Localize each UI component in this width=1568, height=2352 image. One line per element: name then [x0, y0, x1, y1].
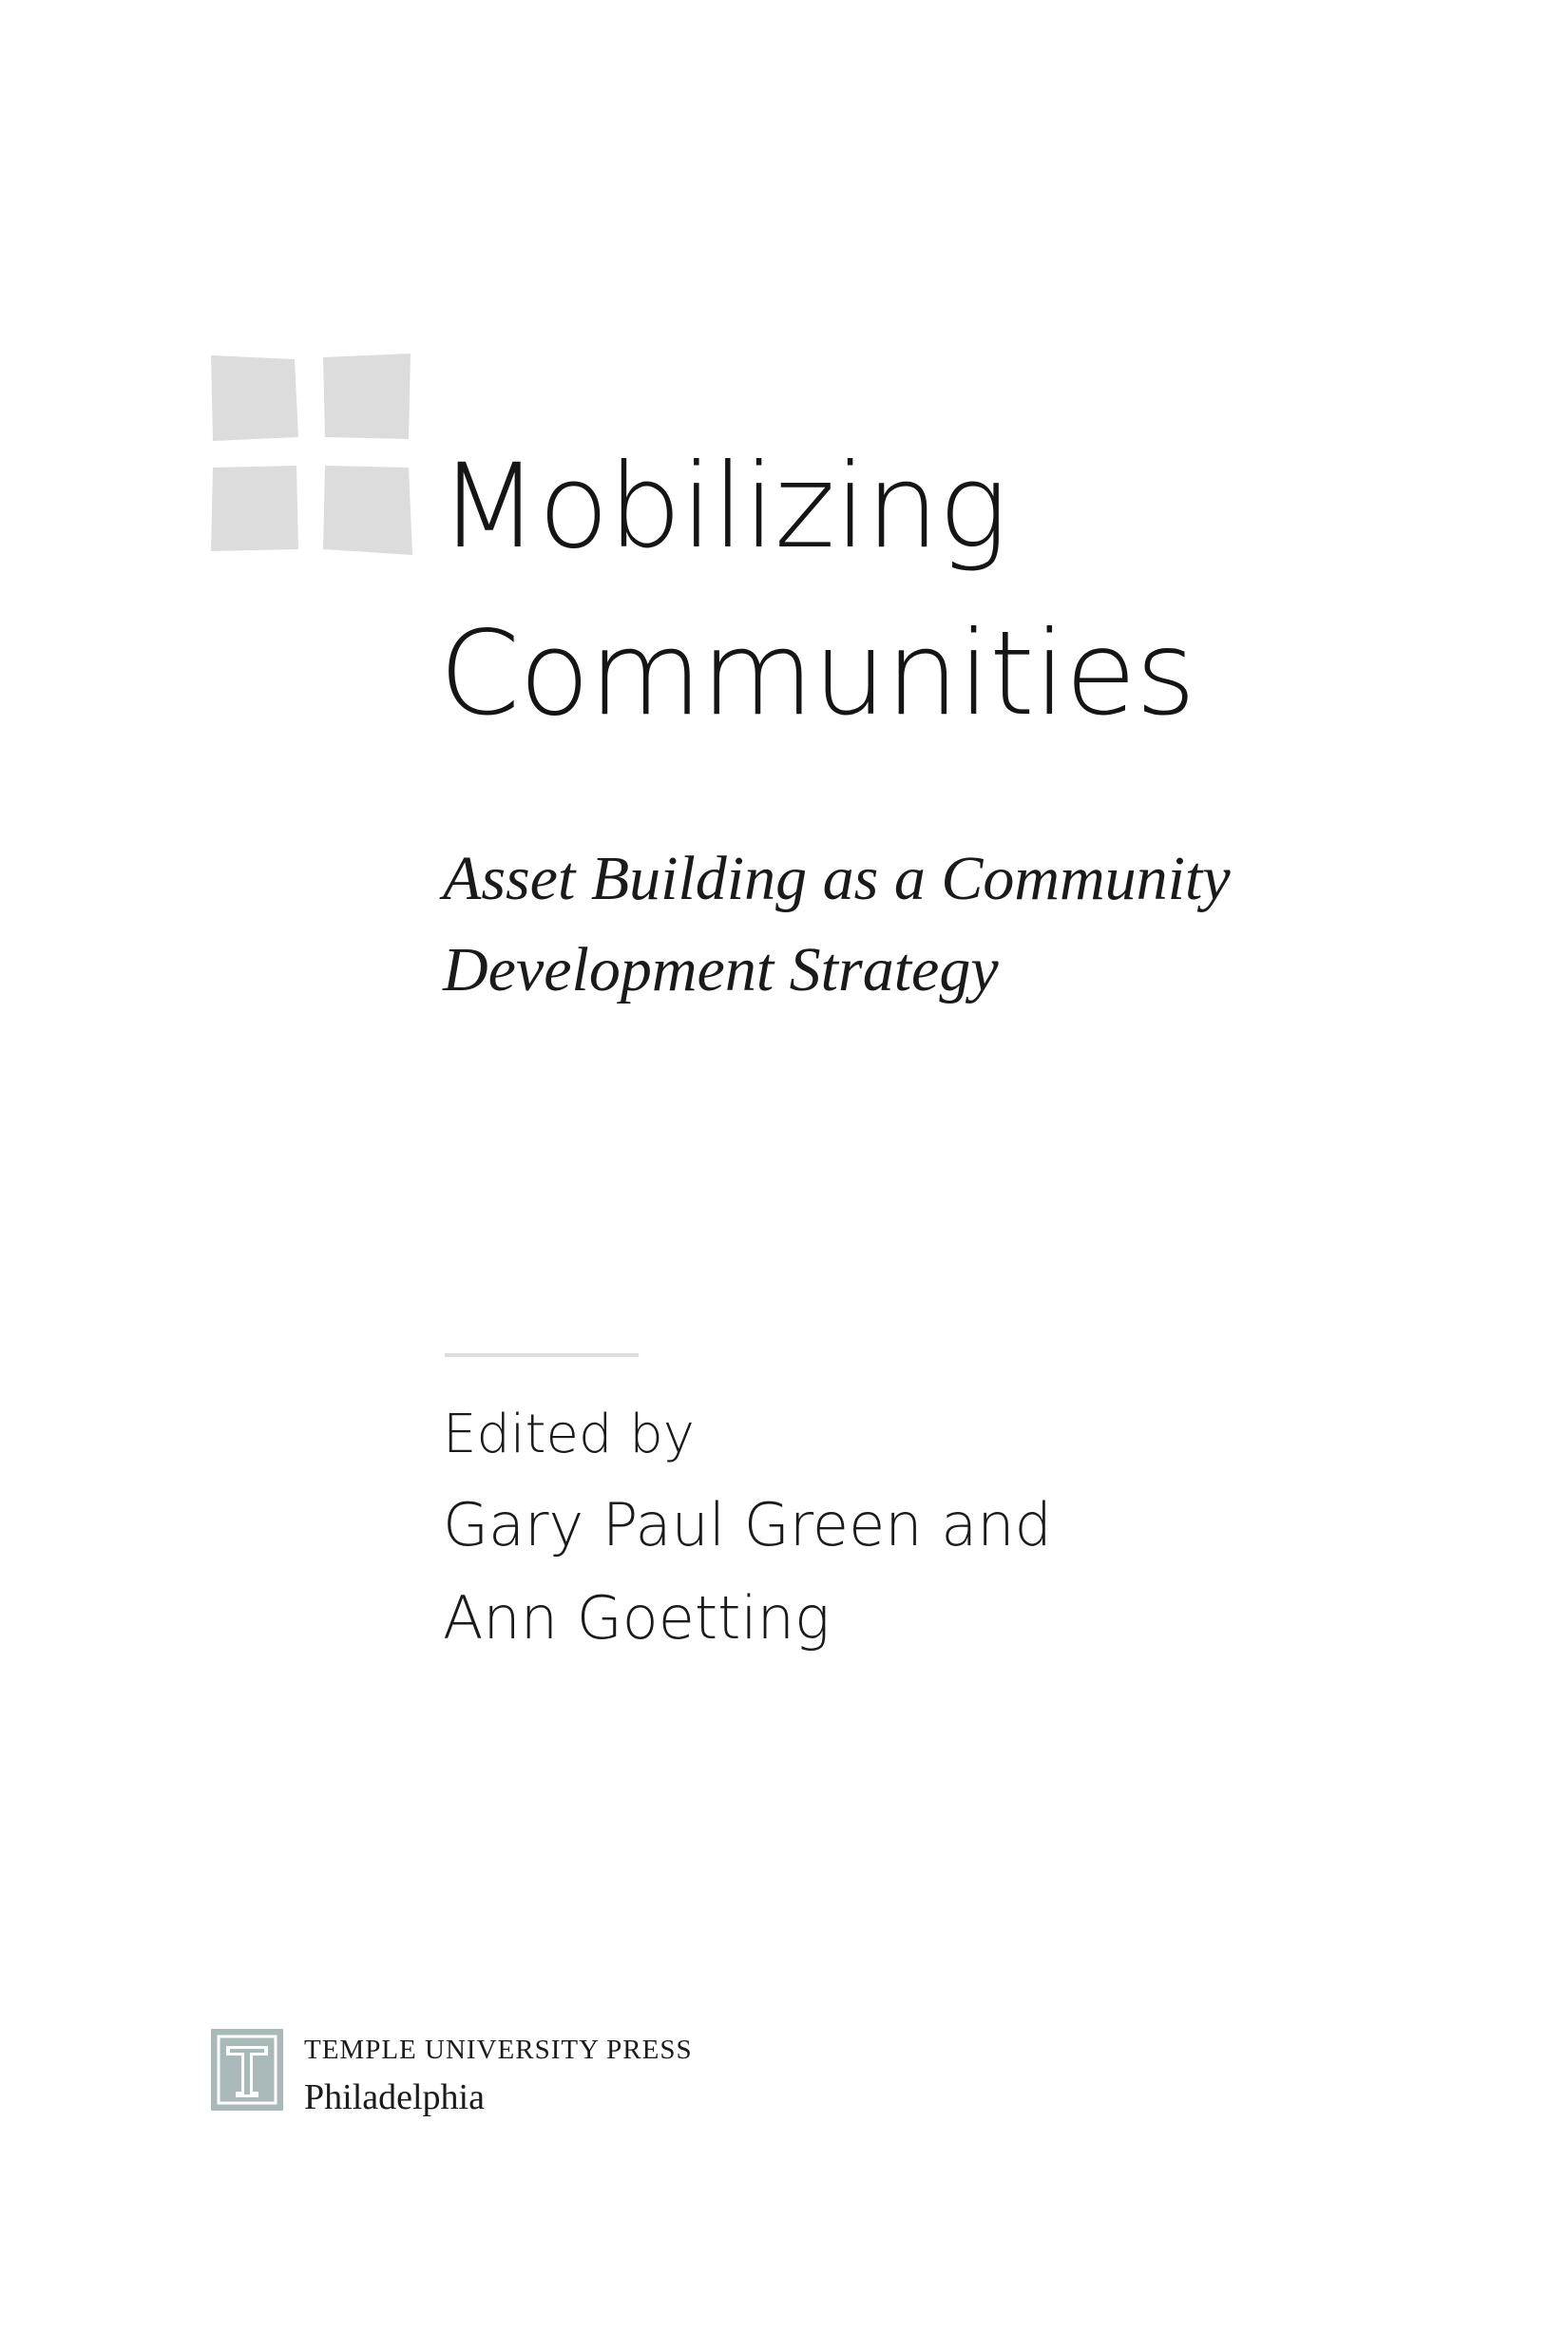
divider-rule [445, 1353, 639, 1357]
publisher-name: TEMPLE UNIVERSITY PRESS [304, 2035, 693, 2065]
editors-line-1: Gary Paul Green and [443, 1490, 1052, 1559]
book-title-line-2: Communities [439, 606, 1195, 741]
book-subtitle-line-2: Development Strategy [443, 935, 999, 1004]
book-title-line-1: Mobilizing [439, 439, 1007, 574]
four-squares-icon [211, 354, 412, 555]
publisher-city: Philadelphia [304, 2077, 485, 2117]
book-subtitle-line-1: Asset Building as a Community [443, 844, 1231, 913]
temple-t-logo-icon [211, 2029, 283, 2111]
edited-by-label: Edited by [443, 1404, 695, 1465]
editors-line-2: Ann Goetting [443, 1583, 831, 1653]
